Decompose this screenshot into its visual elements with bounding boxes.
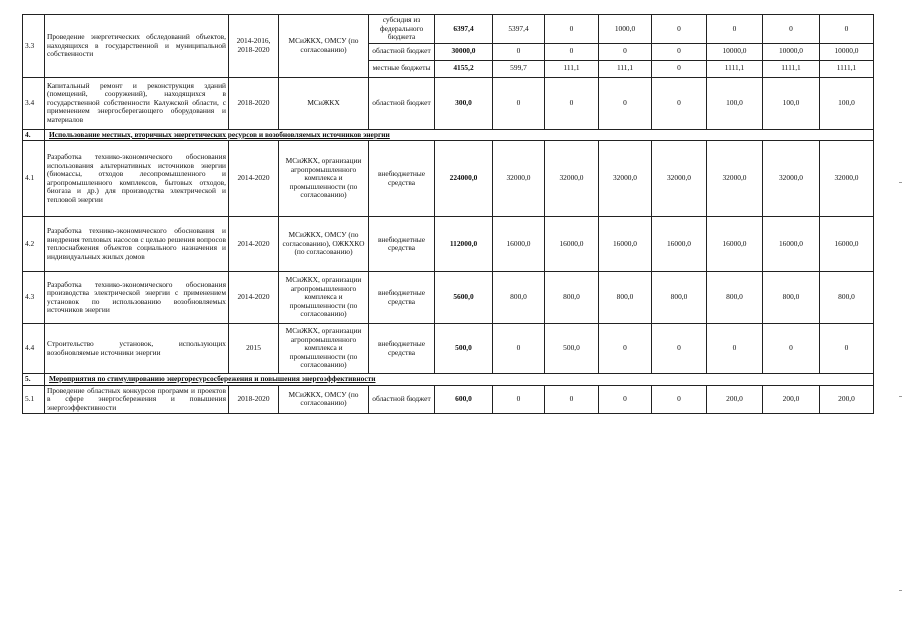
table-row bbox=[23, 385, 874, 414]
section-row bbox=[23, 129, 874, 141]
year-amount: 0 bbox=[493, 43, 545, 60]
funding-total: 6397,4 bbox=[435, 15, 493, 44]
year-amount: 1000,0 bbox=[599, 15, 652, 44]
executor: МСиЖКХ, организации агропромышленного комплекса и промышленности (по согласованию) bbox=[279, 141, 369, 217]
measure-name: Проведение энергетических обследований объектов, находящихся в государственной и муниципальной собственности bbox=[45, 15, 229, 78]
year-amount: 0 bbox=[763, 15, 820, 44]
funding-source: внебюджетные средства bbox=[369, 217, 435, 272]
funding-source: внебюджетные средства bbox=[369, 324, 435, 374]
year-amount: 1111,1 bbox=[820, 60, 874, 77]
year-amount: 111,1 bbox=[599, 60, 652, 77]
table-row bbox=[23, 272, 874, 324]
year-amount: 200,0 bbox=[820, 385, 874, 414]
year-amount: 0 bbox=[545, 77, 599, 129]
implementation-years: 2015 bbox=[229, 324, 279, 374]
year-amount: 32000,0 bbox=[820, 141, 874, 217]
year-amount: 10000,0 bbox=[820, 43, 874, 60]
year-amount: 0 bbox=[545, 43, 599, 60]
item-number: 4.1 bbox=[23, 141, 45, 217]
year-amount: 100,0 bbox=[820, 77, 874, 129]
year-amount: 1111,1 bbox=[707, 60, 763, 77]
year-amount: 0 bbox=[652, 43, 707, 60]
funding-source: внебюджетные средства bbox=[369, 141, 435, 217]
year-amount: 0 bbox=[763, 324, 820, 374]
year-amount: 32000,0 bbox=[652, 141, 707, 217]
measure-name: Строительство установок, использующих возобновляемые источники энергии bbox=[45, 324, 229, 374]
year-amount: 0 bbox=[493, 385, 545, 414]
table-row bbox=[23, 217, 874, 272]
section-title: Использование местных, вторичных энергетических ресурсов и возобновляемых источников энергии bbox=[45, 129, 874, 141]
table-row bbox=[23, 15, 874, 44]
year-amount: 0 bbox=[820, 324, 874, 374]
executor: МСиЖКХ, ОМСУ (по согласованию) bbox=[279, 15, 369, 78]
item-number: 5.1 bbox=[23, 385, 45, 414]
year-amount: 111,1 bbox=[545, 60, 599, 77]
funding-total: 300,0 bbox=[435, 77, 493, 129]
item-number: 4.3 bbox=[23, 272, 45, 324]
implementation-years: 2014-2016, 2018-2020 bbox=[229, 15, 279, 78]
year-amount: 32000,0 bbox=[707, 141, 763, 217]
year-amount: 0 bbox=[652, 15, 707, 44]
year-amount: 599,7 bbox=[493, 60, 545, 77]
year-amount: 1111,1 bbox=[763, 60, 820, 77]
year-amount: 100,0 bbox=[707, 77, 763, 129]
executor: МСиЖКХ, организации агропромышленного комплекса и промышленности (по согласованию) bbox=[279, 324, 369, 374]
year-amount: 0 bbox=[493, 77, 545, 129]
item-number: 3.3 bbox=[23, 15, 45, 78]
item-number: 4.4 bbox=[23, 324, 45, 374]
measure-name: Капитальный ремонт и реконструкция зданий (помещений, сооружений), находящихся в государственной собственности Калужской области, с применением энергосберегающего оборудования и материалов bbox=[45, 77, 229, 129]
implementation-years: 2014-2020 bbox=[229, 141, 279, 217]
funding-total: 224000,0 bbox=[435, 141, 493, 217]
funding-source: областной бюджет bbox=[369, 385, 435, 414]
year-amount: 0 bbox=[599, 43, 652, 60]
year-amount: 0 bbox=[599, 77, 652, 129]
funding-total: 600,0 bbox=[435, 385, 493, 414]
year-amount: 0 bbox=[545, 385, 599, 414]
implementation-years: 2018-2020 bbox=[229, 385, 279, 414]
table-row bbox=[23, 141, 874, 217]
year-amount: 200,0 bbox=[763, 385, 820, 414]
year-amount: 800,0 bbox=[493, 272, 545, 324]
year-amount: 0 bbox=[545, 15, 599, 44]
year-amount: 800,0 bbox=[599, 272, 652, 324]
funding-source: областной бюджет bbox=[369, 43, 435, 60]
year-amount: 16000,0 bbox=[820, 217, 874, 272]
year-amount: 500,0 bbox=[545, 324, 599, 374]
year-amount: 0 bbox=[707, 324, 763, 374]
implementation-years: 2018-2020 bbox=[229, 77, 279, 129]
year-amount: 32000,0 bbox=[599, 141, 652, 217]
funding-source: субсидия из федерального бюджета bbox=[369, 15, 435, 44]
executor: МСиЖКХ, ОМСУ (по согласованию) bbox=[279, 385, 369, 414]
year-amount: 0 bbox=[652, 324, 707, 374]
executor: МСиЖКХ, ОМСУ (по согласованию), ОЖКХКО (по согласованию) bbox=[279, 217, 369, 272]
year-amount: 200,0 bbox=[707, 385, 763, 414]
executor: МСиЖКХ, организации агропромышленного комплекса и промышленности (по согласованию) bbox=[279, 272, 369, 324]
year-amount: 0 bbox=[599, 385, 652, 414]
year-amount: 0 bbox=[652, 77, 707, 129]
year-amount: 0 bbox=[493, 324, 545, 374]
funding-total: 112000,0 bbox=[435, 217, 493, 272]
section-number: 4. bbox=[23, 129, 45, 141]
year-amount: 0 bbox=[652, 60, 707, 77]
year-amount: 16000,0 bbox=[707, 217, 763, 272]
year-amount: 800,0 bbox=[707, 272, 763, 324]
scan-edge-mark bbox=[899, 182, 902, 183]
funding-source: внебюджетные средства bbox=[369, 272, 435, 324]
implementation-years: 2014-2020 bbox=[229, 272, 279, 324]
funding-total: 4155,2 bbox=[435, 60, 493, 77]
table-row bbox=[23, 324, 874, 374]
funding-total: 30000,0 bbox=[435, 43, 493, 60]
year-amount: 800,0 bbox=[652, 272, 707, 324]
year-amount: 32000,0 bbox=[763, 141, 820, 217]
implementation-years: 2014-2020 bbox=[229, 217, 279, 272]
year-amount: 5397,4 bbox=[493, 15, 545, 44]
year-amount: 32000,0 bbox=[545, 141, 599, 217]
section-row bbox=[23, 374, 874, 386]
measure-name: Проведение областных конкурсов программ и проектов в сфере энергосбережения и повышения энергоэффективности bbox=[45, 385, 229, 414]
year-amount: 16000,0 bbox=[493, 217, 545, 272]
year-amount: 16000,0 bbox=[599, 217, 652, 272]
table-row bbox=[23, 77, 874, 129]
item-number: 4.2 bbox=[23, 217, 45, 272]
measure-name: Разработка технико-экономического обоснования использования альтернативных источников энергии (биомассы, отходов лесопромышленного и агропромышленного комплексов, бытовых отходов, биогаза и др.) для производства электрической и тепловой энергии bbox=[45, 141, 229, 217]
scan-edge-mark bbox=[899, 396, 902, 397]
year-amount: 800,0 bbox=[545, 272, 599, 324]
funding-source: областной бюджет bbox=[369, 77, 435, 129]
year-amount: 16000,0 bbox=[545, 217, 599, 272]
funding-total: 5600,0 bbox=[435, 272, 493, 324]
year-amount: 0 bbox=[599, 324, 652, 374]
funding-source: местные бюджеты bbox=[369, 60, 435, 77]
year-amount: 100,0 bbox=[763, 77, 820, 129]
year-amount: 10000,0 bbox=[763, 43, 820, 60]
section-number: 5. bbox=[23, 374, 45, 386]
year-amount: 800,0 bbox=[763, 272, 820, 324]
year-amount: 0 bbox=[820, 15, 874, 44]
funding-total: 500,0 bbox=[435, 324, 493, 374]
measure-name: Разработка технико-экономического обоснования и внедрения тепловых насосов с целью решения вопросов теплоснабжения объектов социального назначения и индивидуальных жилых домов bbox=[45, 217, 229, 272]
program-measures-table bbox=[22, 14, 874, 414]
year-amount: 10000,0 bbox=[707, 43, 763, 60]
year-amount: 0 bbox=[652, 385, 707, 414]
year-amount: 16000,0 bbox=[652, 217, 707, 272]
year-amount: 32000,0 bbox=[493, 141, 545, 217]
year-amount: 800,0 bbox=[820, 272, 874, 324]
item-number: 3.4 bbox=[23, 77, 45, 129]
measure-name: Разработка технико-экономического обоснования производства электрической энергии с применением установок по использованию возобновляемых источников энергии bbox=[45, 272, 229, 324]
year-amount: 16000,0 bbox=[763, 217, 820, 272]
executor: МСиЖКХ bbox=[279, 77, 369, 129]
scan-edge-mark bbox=[899, 590, 902, 591]
section-title: Мероприятия по стимулированию энергоресурсосбережения и повышения энергоэффективности bbox=[45, 374, 874, 386]
year-amount: 0 bbox=[707, 15, 763, 44]
